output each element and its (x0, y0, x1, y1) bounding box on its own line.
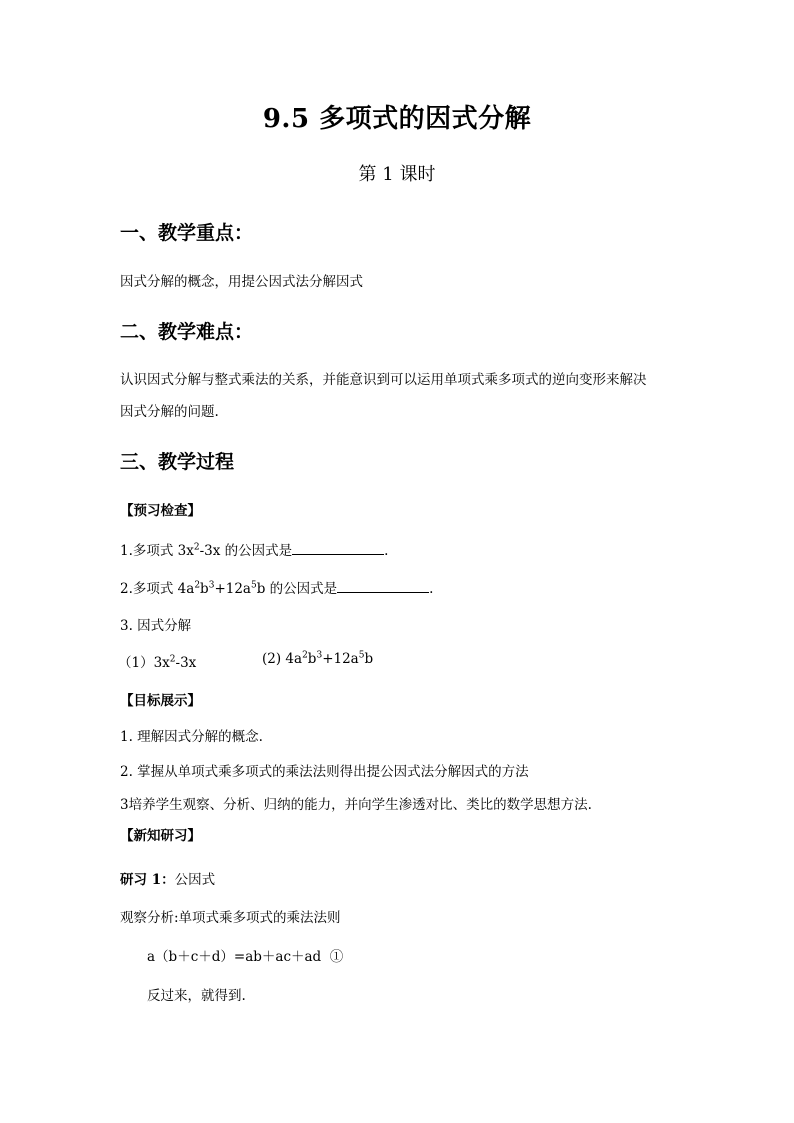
q1-rest: -3x 的公因式是 (199, 543, 293, 559)
q1-exponent: 2 (193, 542, 200, 553)
q3b-prefix: (2) 4a (262, 651, 303, 667)
page-title: 9.5 多项式的因式分解 (262, 104, 532, 134)
difficulties-text-line1: 认识因式分解与整式乘法的关系，并能意识到可以运用单项式乘多项式的逆向变形来解决 (120, 372, 647, 388)
key-points-text: 因式分解的概念，用提公因式法分解因式 (120, 274, 363, 290)
preview-question-3: 3. 因式分解 (120, 618, 192, 634)
goals-heading: 【目标展示】 (120, 693, 201, 709)
study-1-label: 研习 1： (120, 872, 175, 888)
observe-analysis: 观察分析:单项式乘多项式的乘法法则 (120, 910, 341, 926)
q3b-mid1: b (307, 651, 317, 667)
goal-3: 3培养学生观察、分析、归纳的能力，并向学生渗透对比、类比的数学思想方法. (120, 797, 592, 813)
goal-2: 2. 掌握从单项式乘多项式的乘法法则得出提公因式法分解因式的方法 (120, 764, 529, 780)
new-study-heading: 【新知研习】 (120, 828, 201, 844)
q2-mid2: +12a (214, 581, 251, 597)
reverse-text: 反过来，就得到. (147, 988, 246, 1004)
preview-question-3a (118, 651, 196, 671)
q3a-prefix: （1）3x (118, 655, 170, 671)
q3b-exp1: 2 (302, 650, 308, 661)
q2-end: . (429, 581, 434, 597)
q2-answer-blank[interactable] (337, 578, 429, 593)
q2-exp1: 2 (194, 580, 201, 591)
q2-rest: b 的公因式是 (256, 581, 338, 597)
q2-mid1: b (200, 581, 209, 597)
q3b-rest: b (364, 651, 374, 667)
study-1-text: 公因式 (174, 872, 216, 888)
preview-heading: 【预习检查】 (120, 503, 201, 519)
q2-exp3: 5 (250, 580, 257, 591)
section-heading-key-points: 一、教学重点： (120, 222, 254, 244)
section-heading-difficulties: 二、教学难点： (120, 321, 254, 343)
q3b-exp2: 3 (316, 650, 323, 661)
q1-answer-blank[interactable] (292, 540, 384, 555)
q2-exp2: 3 (208, 580, 215, 591)
section-heading-process: 三、教学过程 (120, 451, 235, 473)
q2-prefix: 2.多项式 4a (120, 581, 195, 597)
q1-end: . (384, 543, 389, 559)
q3a-rest: -3x (175, 655, 197, 671)
formula-1: a（b＋c＋d）=ab＋ac＋ad ① (147, 949, 344, 965)
q3b-mid2: +12a (322, 651, 359, 667)
goal-1: 1. 理解因式分解的概念. (120, 729, 263, 745)
q3a-exp: 2 (169, 654, 176, 665)
q1-prefix: 1.多项式 3x (120, 543, 194, 559)
page-subtitle: 第 1 课时 (358, 164, 436, 185)
difficulties-text-line2: 因式分解的问题. (120, 404, 219, 420)
preview-question-3b (262, 651, 373, 667)
q3b-exp3: 5 (358, 650, 365, 661)
preview-question-1 (120, 539, 388, 559)
study-1 (120, 868, 215, 888)
preview-question-2 (120, 577, 433, 597)
